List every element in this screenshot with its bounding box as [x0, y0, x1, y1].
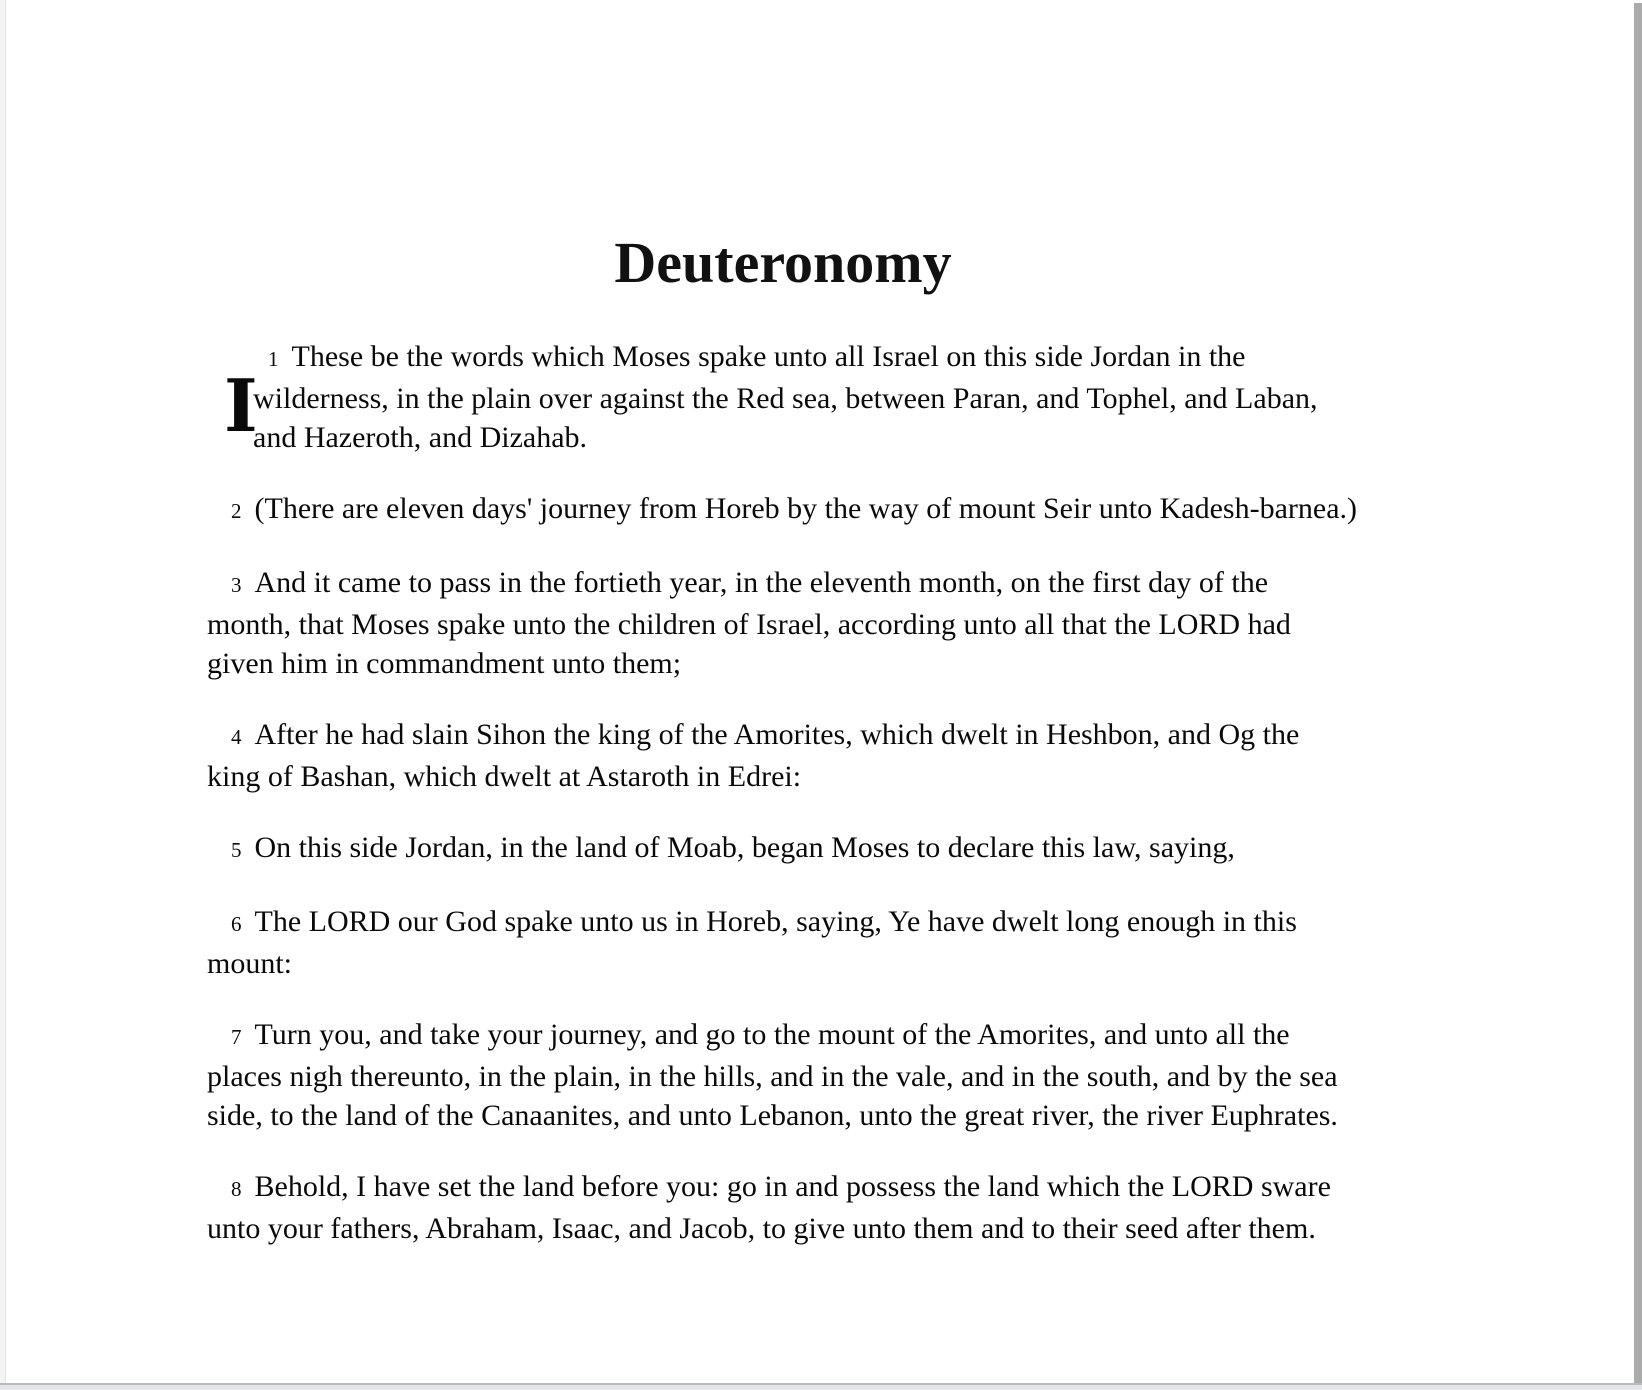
page-content: [207, 0, 1359, 1280]
verse-text: On this side Jordan, in the land of Moab, began Moses to declare this law, saying,: [254, 831, 1235, 864]
chapter-drop-cap: I: [224, 363, 258, 448]
verse-text: After he had slain Sihon the king of the Amorites, which dwelt in Heshbon, and Og the king of Bashan, which dwelt at Astaroth in Edrei:: [207, 718, 1300, 793]
verse-paragraph: [207, 902, 1359, 983]
page-left-edge: [0, 0, 6, 1390]
verse-paragraph: [207, 715, 1359, 796]
verse-paragraph: [207, 489, 1359, 531]
verse-paragraph: [224, 337, 1359, 457]
verse-text: The LORD our God spake unto us in Horeb, saying, Ye have dwelt long enough in this mount:: [207, 905, 1297, 980]
verse-text: These be the words which Moses spake unto all Israel on this side Jordan in the wilderness, in the plain over against the Red sea, between Paran, and Tophel, and Laban, and Hazeroth, and Dizahab.: [253, 340, 1318, 454]
chapter-verses: [207, 337, 1359, 1248]
verse-paragraph: [207, 1167, 1359, 1248]
verse-number: 6: [231, 912, 242, 936]
vertical-scrollbar-thumb[interactable]: [1634, 3, 1642, 1383]
verse-text: Behold, I have set the land before you: go in and possess the land which the LORD sware unto your fathers, Abraham, Isaac, and Jacob, to give unto them and to their seed after them.: [207, 1170, 1331, 1245]
verse-number: 7: [231, 1025, 242, 1049]
verse-paragraph: [207, 563, 1359, 683]
verse-number: 4: [231, 725, 242, 749]
verse-number: 2: [231, 499, 242, 523]
verse-paragraph: [207, 1015, 1359, 1135]
book-title: Deuteronomy: [614, 230, 952, 295]
verse-text: (There are eleven days' journey from Horeb by the way of mount Seir unto Kadesh-barnea.): [254, 492, 1357, 525]
verse-paragraph: [207, 828, 1359, 870]
vertical-scrollbar[interactable]: [1632, 0, 1642, 1390]
horizontal-scrollbar-edge[interactable]: [0, 1383, 1642, 1390]
verse-number: 1: [268, 347, 279, 371]
verse-number: 8: [231, 1177, 242, 1201]
verse-text: Turn you, and take your journey, and go to the mount of the Amorites, and unto all the places nigh thereunto, in the plain, in the hills, and in the vale, and in the south, and by the sea side, to the land of the Canaanites, and unto Lebanon, unto the great river, the river Euphrates.: [207, 1018, 1338, 1132]
verse-number: 3: [231, 573, 242, 597]
verse-number: 5: [231, 838, 242, 862]
verse-text: And it came to pass in the fortieth year, in the eleventh month, on the first day of the month, that Moses spake unto the children of Israel, according unto all that the LORD had given him in commandment unto them;: [207, 566, 1291, 680]
